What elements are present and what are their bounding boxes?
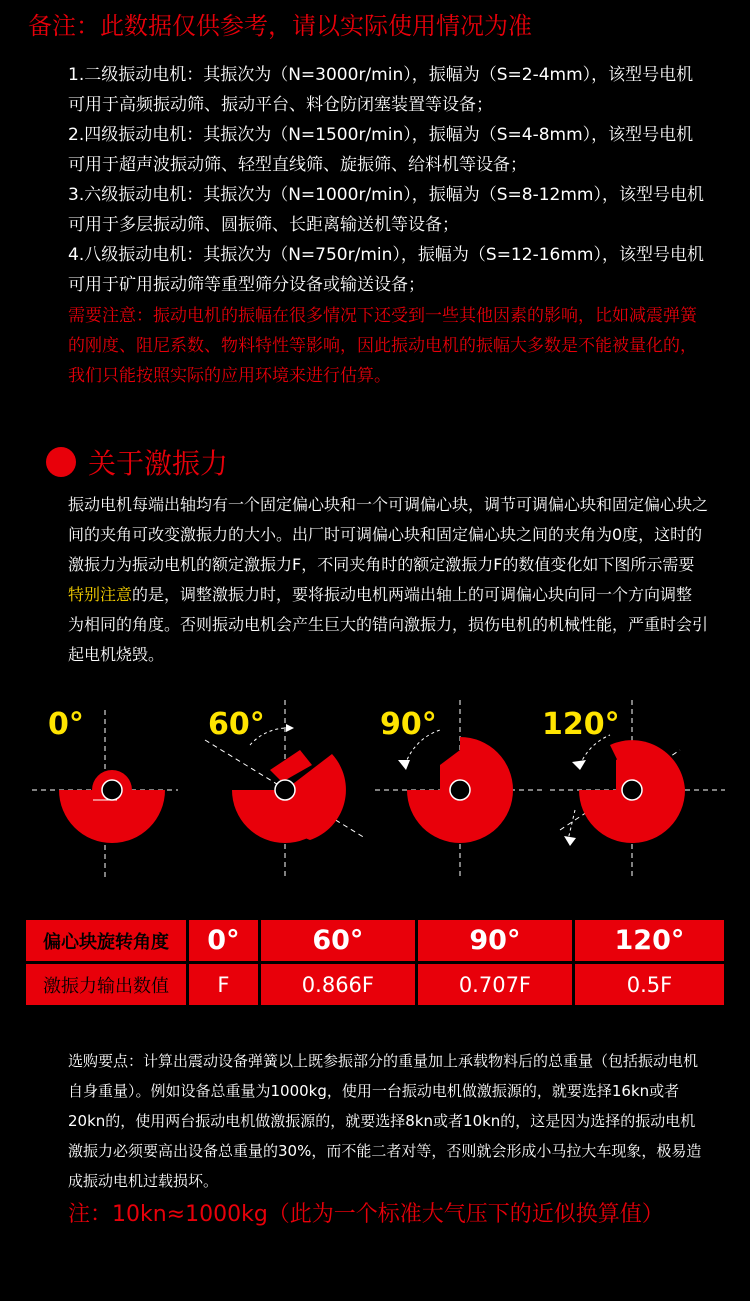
- selection-tips: 选购要点：计算出震动设备弹簧以上既参振部分的重量加上承载物料后的总重量（包括振动电机自身重量）。例如设备总重量为1000kg，使用一台振动电机做激振源的，就要选择16kn或者20kn的，使用两台振动电机做激振源的，就要选择8kn或者10kn的，这是因为选择的振动电机激振力必须要高出设备总重量的30%，而不能二者对等，否则就会形成小马拉大车现象，极易造成振动电机过载损坏。: [68, 1052, 702, 1190]
- motor-item-4pole: 2.四级振动电机：其振次为（N=1500r/min），振幅为（S=4-8mm），该型号电机可用于超声波振动筛、轻型直线筛、旋振筛、给料机等设备；: [68, 125, 694, 175]
- table-force-cell: 0.866F: [261, 964, 415, 1005]
- diagram-90deg: [375, 700, 545, 880]
- motor-list: [68, 60, 708, 300]
- force-ratio-table: [23, 917, 727, 1008]
- table-row: [26, 920, 724, 961]
- force-text-a: 振动电机每端出轴均有一个固定偏心块和一个可调偏心块，调节可调偏心块和固定偏心块之间的夹角可改变激振力的大小。出厂时可调偏心块和固定偏心块之间的夹角为0度，这时的激振力为振动电机的额定激振力F，不同夹角时的额定激振力F的数值变化如下图所示需要: [68, 495, 709, 574]
- force-description: [68, 490, 708, 670]
- top-note: 备注：此数据仅供参考，请以实际使用情况为准: [28, 12, 532, 40]
- table-row: [26, 964, 724, 1005]
- table-header-force: 激振力输出数值: [26, 964, 186, 1005]
- motor-item-2pole: 1.二级振动电机：其振次为（N=3000r/min），振幅为（S=2-4mm），该型号电机可用于高频振动筛、振动平台、料仓防闭塞装置等设备；: [68, 65, 694, 115]
- motor-item-6pole: 3.六级振动电机：其振次为（N=1000r/min），振幅为（S=8-12mm），该型号电机可用于多层振动筛、圆振筛、长距离输送机等设备；: [68, 185, 704, 235]
- table-angle-cell: 90°: [418, 920, 572, 961]
- table-angle-cell: 60°: [261, 920, 415, 961]
- table-force-cell: F: [189, 964, 258, 1005]
- diagram-label-120: 120°: [542, 707, 620, 742]
- diagram-label-0: 0°: [48, 707, 84, 742]
- diagram-120deg: [542, 700, 725, 880]
- table-angle-cell: 0°: [189, 920, 258, 961]
- table-angle-cell: 120°: [575, 920, 724, 961]
- section-bullet-icon: [46, 447, 76, 477]
- eccentric-angle-diagrams: [20, 690, 730, 890]
- diagram-60deg: [205, 700, 365, 880]
- amplitude-warning: 需要注意：振动电机的振幅在很多情况下还受到一些其他因素的影响，比如减震弹簧的刚度、阻尼系数、物料特性等影响，因此振动电机的振幅大多数是不能被量化的，我们只能按照实际的应用环境来进行估算。: [68, 306, 697, 386]
- table-header-angle: 偏心块旋转角度: [26, 920, 186, 961]
- table-force-cell: 0.5F: [575, 964, 724, 1005]
- section-title: 关于激振力: [88, 447, 229, 480]
- diagram-0deg: [32, 707, 178, 880]
- force-text-b: 的是，调整激振力时，要将振动电机两端出轴上的可调偏心块向同一个方向调整为相同的角度。否则振动电机会产生巨大的错向激振力，损伤电机的机械性能，严重时会引起电机烧毁。: [68, 585, 709, 664]
- table-force-cell: 0.707F: [418, 964, 572, 1005]
- motor-item-8pole: 4.八级振动电机：其振次为（N=750r/min），振幅为（S=12-16mm），该型号电机可用于矿用振动筛等重型筛分设备或输送设备；: [68, 245, 704, 295]
- diagram-label-60: 60°: [208, 707, 265, 742]
- diagram-label-90: 90°: [380, 707, 437, 742]
- conversion-note: 注：10kn≈1000kg（此为一个标准大气压下的近似换算值）: [68, 1202, 664, 1227]
- special-attention-highlight: 特别注意: [68, 585, 133, 604]
